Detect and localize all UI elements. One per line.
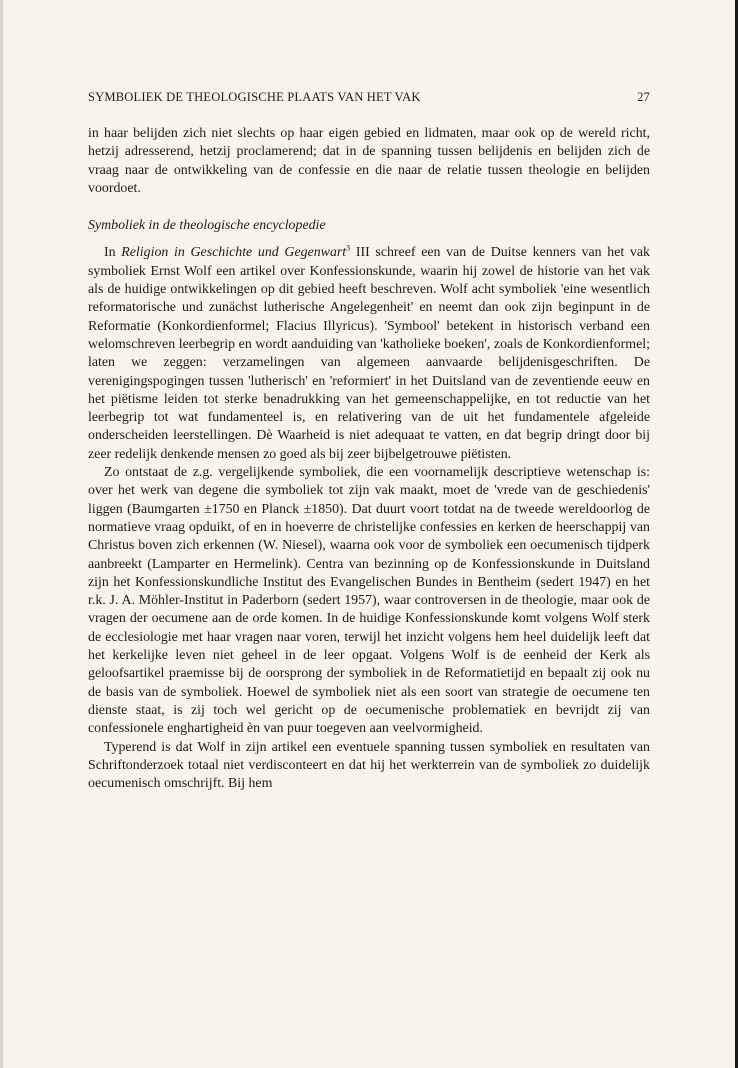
- body-text: [88, 125, 650, 793]
- page-number: 27: [637, 90, 650, 104]
- footnote-marker: 3: [346, 243, 351, 253]
- paragraph-3: Zo ontstaat de z.g. vergelijkende symboliek, die een voornamelijk descriptieve wetenschap is: over het werk van degene die symboliek tot zijn vak maakt, moet de 'vrede van de geschiedenis' liggen (Baumgarten ±1750 en Planck ±1850). Dat duurt voort totdat na de tweede wereldoorlog de normatieve vraag opduikt, of en in hoeverre de christelijke confessies en kerken de heerschappij van Christus boven zich erkennen (W. Niesel), waarna ook voor de symboliek een oecumenisch tijdperk aanbreekt (Lamparter en Hermelink). Centra van bezinning op de Konfessionskunde in Duitsland zijn het Konfessionskundliche Institut des Evangelischen Bundes in Bentheim (sedert 1947) en het r.k. J. A. Möhler-Institut in Paderborn (sedert 1957), waar controversen in de theologie, maar ook de vragen der oecumene aan de orde komen. In de huidige Konfessionskunde komt volgens Wolf sterk de ecclesiologie met haar vragen naar voren, terwijl het inzicht volgens hem heel duidelijk leeft dat het kerkelijke leven niet geheel in de leer opgaat. Volgens Wolf is de eenheid der Kerk als geloofsartikel praemisse bij de oorsprong der symboliek in de Reformatietijd en bepaalt zij ook nu de basis van de symboliek. Hoewel de symboliek niet als een soort van strategie de oecumene ten dienste staat, is zij toch wel gericht op de oecumenische problematiek en bevrijdt zij van confessionele enghartigheid èn van puur toegeven aan veelvormigheid.: [88, 465, 650, 737]
- section-heading: Symboliek in de theologische encyclopedie: [88, 218, 326, 234]
- work-title: Religion in Geschichte und Gegenwart: [121, 245, 347, 261]
- paragraph-2-text: III schreef een van de Duitse kenners van het vak symboliek Ernst Wolf een artikel over Konfessionskunde, waarin hij zowel de historie van het vak als de huidige ontwikkelingen op dit gebied heeft beschreven. Wolf acht symboliek 'eine wesentlich reformatorische und zunächst lutherische Angelegenheit' en neemt dan ook zijn beginpunt in de Reformatie (Konkordienformel; Flacius Illyricus). 'Symbool' betekent in historisch verband een welomschreven leerbegrip en wordt aanduiding van 'katholieke boeken', zoals de Konkordienformel; laten we zeggen: verzamelingen van algemeen aanvaarde belijdenisgeschriften. De verenigingspogingen tussen 'lutherisch' en 'reformiert' in het Duitsland van de zeventiende eeuw en het piëtisme leiden tot sterke benadrukking van het gemeenschappelijke, en tot reductie van het leerbegrip tot wat fundamenteel is, en relativering van de uit het fundamentele afgeleide onderscheiden leerstellingen. Dè Waarheid is niet adequaat te vatten, en dat begrip dringt door bij zeer redelijk denkende mensen zo goed als bij zeer bijbelgetrouwe piëtisten.: [88, 245, 650, 462]
- paragraph-4: Typerend is dat Wolf in zijn artikel een eventuele spanning tussen symboliek en resultaten van Schriftonderzoek totaal niet verdisconteert en dat hij het werkterrein van de symboliek zo duidelijk oecumenisch omschrijft. Bij hem: [88, 739, 650, 792]
- paragraph-2-lead: In: [104, 245, 116, 261]
- running-title: SYMBOLIEK DE THEOLOGISCHE PLAATS VAN HET VAK: [88, 90, 421, 104]
- page-edge-left: [0, 0, 3, 1068]
- paragraph-1: in haar belijden zich niet slechts op haar eigen gebied en lidmaten, maar ook op de wereld richt, hetzij adresserend, hetzij proclamerend; dat in de spanning tussen belijdenis en belijden zich de vraag naar de ontwikkeling van de confessie en die naar de relatie tussen theologie en belijden voordoet.: [88, 126, 650, 196]
- paragraph-2: [88, 244, 650, 464]
